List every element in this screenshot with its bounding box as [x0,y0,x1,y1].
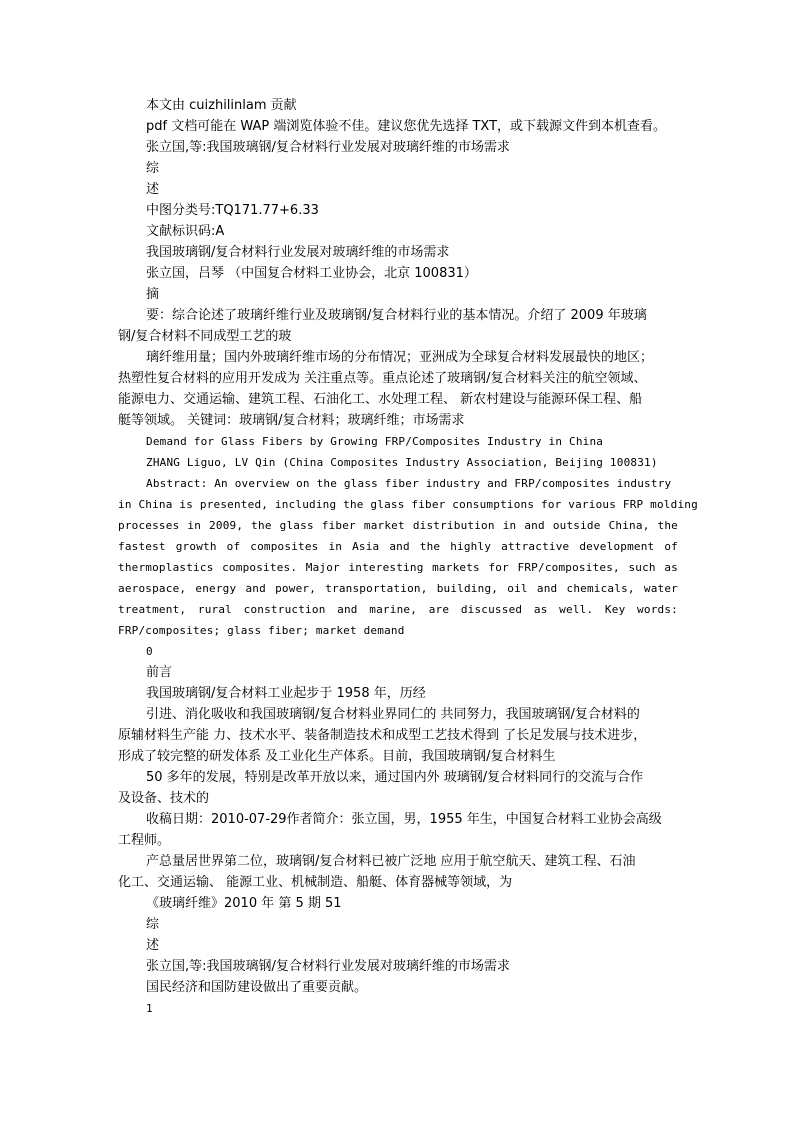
abstract-cn-line: 要：综合论述了玻璃纤维行业及玻璃钢/复合材料行业的基本情况。介绍了 2009 年玻璃 [146,308,647,323]
body-line: 50 多年的发展，特别是改革开放以来，通过国内外 玻璃钢/复合材料同行的交流与合作 [146,770,644,785]
abstract-cn-line: 热塑性复合材料的应用开发成为 关注重点等。重点论述了玻璃钢/复合材料关注的航空领域、 [118,371,647,386]
body-line: 我国玻璃钢/复合材料工业起步于 1958 年，历经 [146,686,426,701]
body-line: 收稿日期：2010-07-29作者简介：张立国，男，1955 年生，中国复合材料工业协会高级 [146,812,662,827]
abstract-en-line: fastest growth of composites in Asia and the highly attractive development of [118,540,678,553]
abstract-cn-line: 艇等领域。 关键词：玻璃钢/复合材料；玻璃纤维；市场需求 [118,413,465,428]
body-line: 原辅材料生产能 力、技术水平、装备制造技术和成型工艺技术得到 了长足发展与技术进步， [118,728,647,743]
section-label-1: 综 [146,161,160,176]
footer-text: 国民经济和国防建设做出了重要贡献。 [146,980,368,995]
abstract-en-line: processes in 2009, the glass fiber market distribution in and outside China, the [118,519,678,532]
page-number: 1 [146,1002,153,1015]
format-notice: pdf 文档可能在 WAP 端浏览体验不佳。建议您优先选择 TXT，或下载源文件到本机查看。 [146,119,667,134]
abstract-label: 摘 [146,287,160,302]
authors-en: ZHANG Liguo, LV Qin (China Composites Industry Association, Beijing 100831) [146,456,658,469]
classification-code: 中图分类号:TQ171.77+6.33 [146,203,319,218]
section-label-2: 述 [146,182,160,197]
abstract-cn-line: 能源电力、交通运输、建筑工程、石油化工、水处理工程、 新农村建设与能源环保工程、船 [118,392,643,407]
contributor-line: 本文由 cuizhilinlam 贡献 [146,98,297,113]
document-code: 文献标识码:A [146,224,225,239]
section-number: 0 [146,645,153,658]
footer-section-label-2: 述 [146,938,160,953]
body-line: 工程师。 [118,833,171,848]
journal-reference: 《玻璃纤维》2010 年 第 5 期 51 [146,896,342,911]
body-line: 及设备、技术的 [118,791,210,806]
abstract-cn-line: 璃纤维用量；国内外玻璃纤维市场的分布情况；亚洲成为全球复合材料发展最快的地区； [146,350,654,365]
body-line: 产总量居世界第二位，玻璃钢/复合材料已被广泛地 应用于航空航天、建筑工程、石油 [146,854,636,869]
running-head: 张立国,等:我国玻璃钢/复合材料行业发展对玻璃纤维的市场需求 [146,140,510,155]
title-cn: 我国玻璃钢/复合材料行业发展对玻璃纤维的市场需求 [146,245,450,260]
abstract-en-line: in China is presented, including the glass fiber consumptions for various FRP molding [118,498,698,511]
footer-running-head: 张立国,等:我国玻璃钢/复合材料行业发展对玻璃纤维的市场需求 [146,959,510,974]
body-line: 形成了较完整的研发体系 及工业化生产体系。目前，我国玻璃钢/复合材料生 [118,749,556,764]
body-line: 化工、交通运输、 能源工业、机械制造、船艇、体育器械等领域，为 [118,875,513,890]
abstract-en-line: FRP/composites; glass fiber; market demand [118,624,405,637]
abstract-cn-line: 钢/复合材料不同成型工艺的玻 [118,329,292,344]
abstract-en-line: treatment, rural construction and marine, are discussed as well. Key words: [118,603,678,616]
foreword-heading: 前言 [146,665,173,680]
abstract-en-line: Abstract: An overview on the glass fiber industry and FRP/composites industry [146,477,672,490]
title-en: Demand for Glass Fibers by Growing FRP/Composites Industry in China [146,435,604,448]
abstract-en-line: thermoplastics composites. Major interesting markets for FRP/composites, such as [118,561,678,574]
footer-section-label-1: 综 [146,917,160,932]
body-line: 引进、消化吸收和我国玻璃钢/复合材料业界同仁的 共同努力，我国玻璃钢/复合材料的 [146,707,640,722]
abstract-en-line: aerospace, energy and power, transportation, building, oil and chemicals, water [118,582,678,595]
authors-cn: 张立国，吕琴 （中国复合材料工业协会，北京 100831） [146,266,477,281]
